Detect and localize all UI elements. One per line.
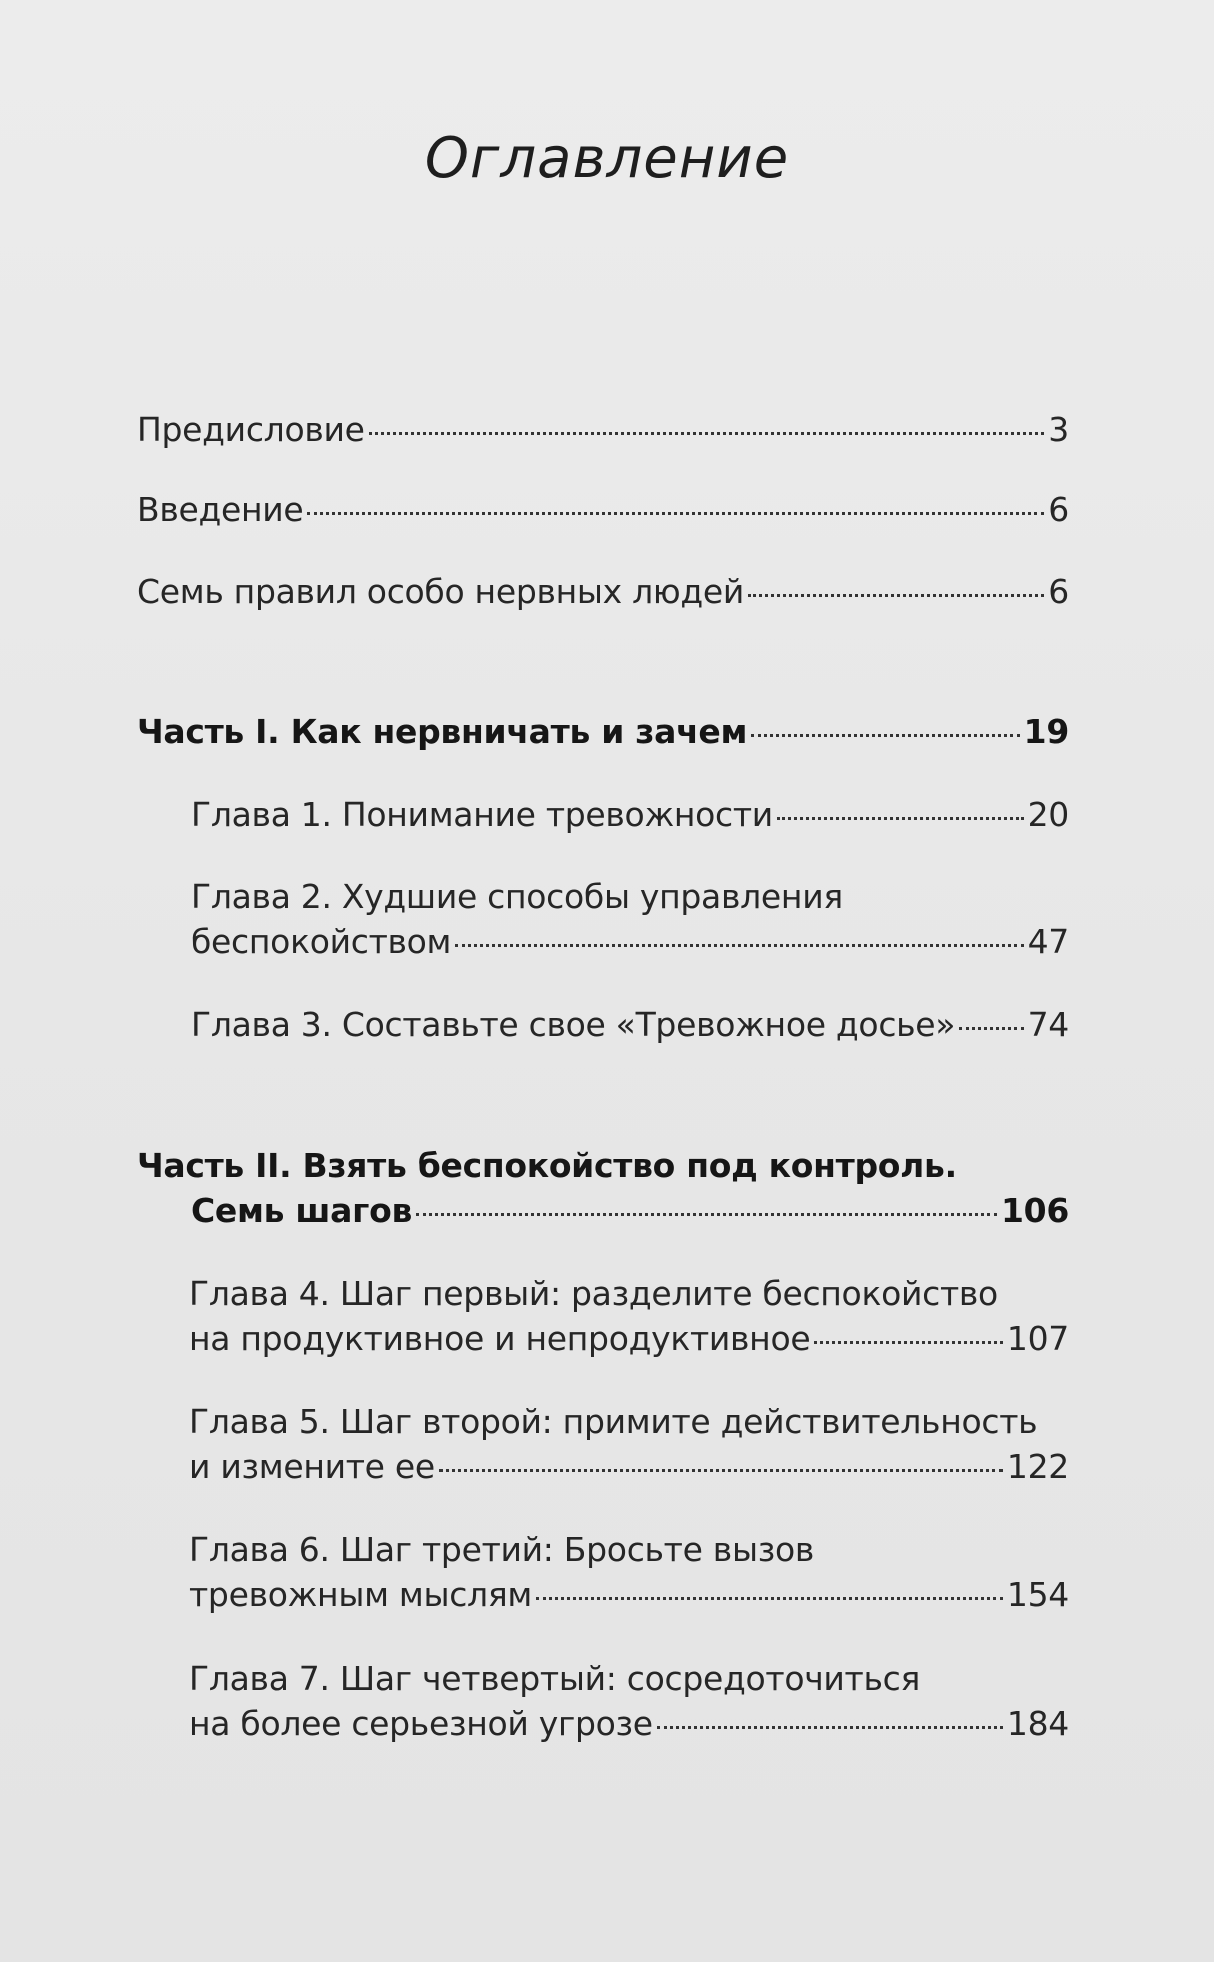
toc-page-number: 154 (1006, 1575, 1069, 1614)
toc-page-number: 106 (1001, 1191, 1069, 1230)
leader-dots (455, 944, 1023, 947)
toc-chapter-5[interactable] (189, 1402, 1069, 1486)
toc-page-number: 122 (1006, 1447, 1069, 1486)
toc-page-number: 6 (1048, 572, 1069, 611)
toc-page-number: 20 (1027, 795, 1069, 834)
toc-part-title: Часть I. Как нервничать и зачем (137, 712, 748, 751)
toc-entry-title-line1: Глава 2. Худшие способы управления (191, 877, 843, 916)
toc-part-title-line1: Часть II. Взять беспокойство под контроль. (137, 1146, 957, 1185)
toc-entry-seven-rules[interactable] (137, 572, 1069, 611)
toc-chapter-2[interactable] (191, 877, 1069, 961)
toc-entry-title-line1: Глава 5. Шаг второй: примите действительность (189, 1402, 1038, 1441)
toc-page-number: 74 (1027, 1005, 1069, 1044)
toc-chapter-3[interactable] (191, 1005, 1069, 1044)
toc-part-2[interactable] (137, 1146, 1069, 1230)
toc-chapter-6[interactable] (189, 1530, 1069, 1614)
toc-entry-title: Семь правил особо нервных людей (137, 572, 745, 611)
toc-entry-title-line1: Глава 7. Шаг четвертый: сосредоточиться (189, 1659, 921, 1698)
toc-part-title: Семь шагов (191, 1191, 413, 1230)
toc-entry-title: Введение (137, 490, 304, 529)
toc-chapter-1[interactable] (191, 795, 1069, 834)
toc-chapter-4[interactable] (189, 1274, 1069, 1358)
toc-entry-title-line1: Глава 4. Шаг первый: разделите беспокойство (189, 1274, 998, 1313)
leader-dots (536, 1597, 1003, 1600)
leader-dots (307, 512, 1044, 515)
leader-dots (416, 1213, 997, 1216)
toc-entry-title-line1: Глава 6. Шаг третий: Бросьте вызов (189, 1530, 814, 1569)
toc-page-number: 3 (1048, 410, 1069, 449)
toc-entry-preface[interactable] (137, 410, 1069, 449)
leader-dots (959, 1027, 1023, 1030)
leader-dots (814, 1341, 1003, 1344)
leader-dots (369, 432, 1045, 435)
toc-page-number: 6 (1048, 490, 1069, 529)
leader-dots (748, 594, 1044, 597)
toc-page-number: 19 (1023, 712, 1069, 751)
toc-chapter-7[interactable] (189, 1659, 1069, 1743)
toc-page-number: 107 (1006, 1319, 1069, 1358)
toc-part-1[interactable] (137, 712, 1069, 751)
leader-dots (439, 1469, 1003, 1472)
toc-entry-title: беспокойством (191, 922, 452, 961)
toc-entry-title: Предисловие (137, 410, 365, 449)
toc-entry-title: Глава 1. Понимание тревожности (191, 795, 773, 834)
toc-page-number: 184 (1006, 1704, 1069, 1743)
toc-entry-title: на продуктивное и непродуктивное (189, 1319, 811, 1358)
toc-entry-introduction[interactable] (137, 490, 1069, 529)
toc-entry-title: на более серьезной угрозе (189, 1704, 653, 1743)
leader-dots (777, 817, 1024, 820)
toc-entry-title: и измените ее (189, 1447, 435, 1486)
toc-page-number: 47 (1027, 922, 1069, 961)
leader-dots (657, 1726, 1003, 1729)
page-title: Оглавление (424, 126, 790, 191)
leader-dots (751, 734, 1019, 737)
toc-entry-title: Глава 3. Составьте свое «Тревожное досье» (191, 1005, 956, 1044)
toc-entry-title: тревожным мыслям (189, 1575, 532, 1614)
